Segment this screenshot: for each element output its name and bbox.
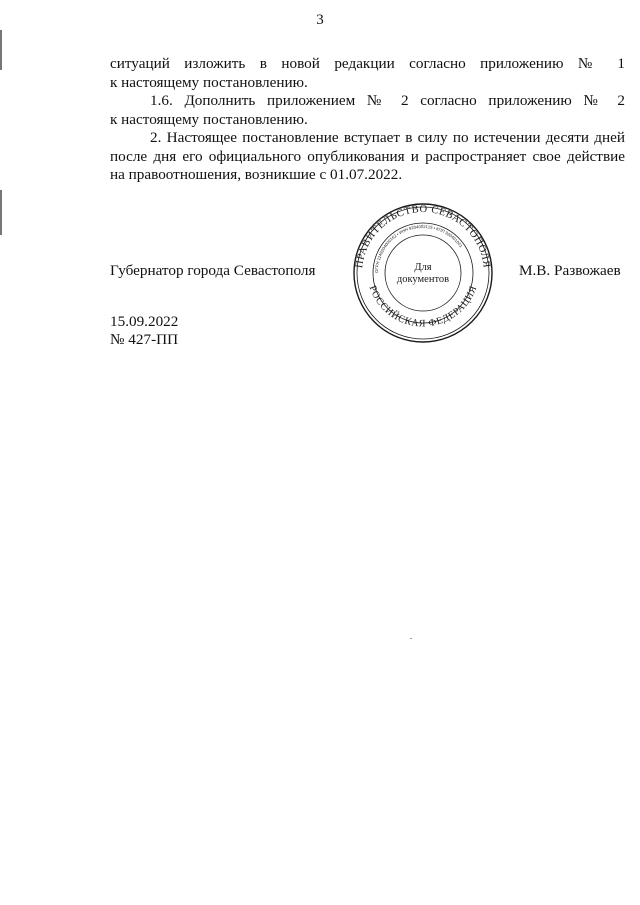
seal-top-text: ПРАВИТЕЛЬСТВО СЕВАСТОПОЛЯ: [354, 203, 492, 269]
text-line: ситуаций изложить в новой редакции согласно приложению № 1: [110, 55, 625, 72]
signatory-position: Губернатор города Севастополя: [110, 262, 316, 279]
seal-inner-ring: [385, 235, 461, 311]
paragraph-continuation: [110, 55, 625, 92]
seal-center-line-2: документов: [396, 274, 450, 285]
paragraph-1-6: [110, 92, 625, 129]
seal-inner-text: ОГРН 1149204000162 • ИНН 9204002115 • КПП 920401001: [373, 223, 464, 274]
document-meta: [110, 313, 178, 349]
scan-edge-mark: [0, 190, 2, 235]
scan-dust: [410, 638, 412, 639]
official-seal: [348, 203, 498, 343]
page-number: 3: [316, 12, 324, 28]
document-number: № 427-ПП: [110, 331, 179, 348]
text-line: 1.6. Дополнить приложением № 2 согласно приложению № 2: [150, 92, 625, 109]
svg-text:РОССИЙСКАЯ ФЕДЕРАЦИЯ: [367, 284, 480, 329]
text-line: 2. Настоящее постановление вступает в силу по истечении десяти дней: [150, 129, 625, 146]
text-line: к настоящему постановлению.: [110, 73, 308, 91]
paragraph-2: [110, 129, 625, 185]
document-date: 15.09.2022: [110, 313, 179, 330]
text-line: на правоотношения, возникшие с 01.07.2022.: [110, 166, 403, 183]
text-line: после дня его официального опубликования и распространяет свое действие: [110, 147, 625, 165]
signatory-name: М.В. Развожаев: [519, 262, 621, 279]
document-body: [110, 55, 625, 185]
seal-center-line-1: Для: [414, 262, 432, 273]
text-line: к настоящему постановлению.: [110, 110, 308, 128]
seal-bottom-text: РОССИЙСКАЯ ФЕДЕРАЦИЯ: [366, 284, 480, 330]
scan-edge-mark: [0, 30, 2, 70]
